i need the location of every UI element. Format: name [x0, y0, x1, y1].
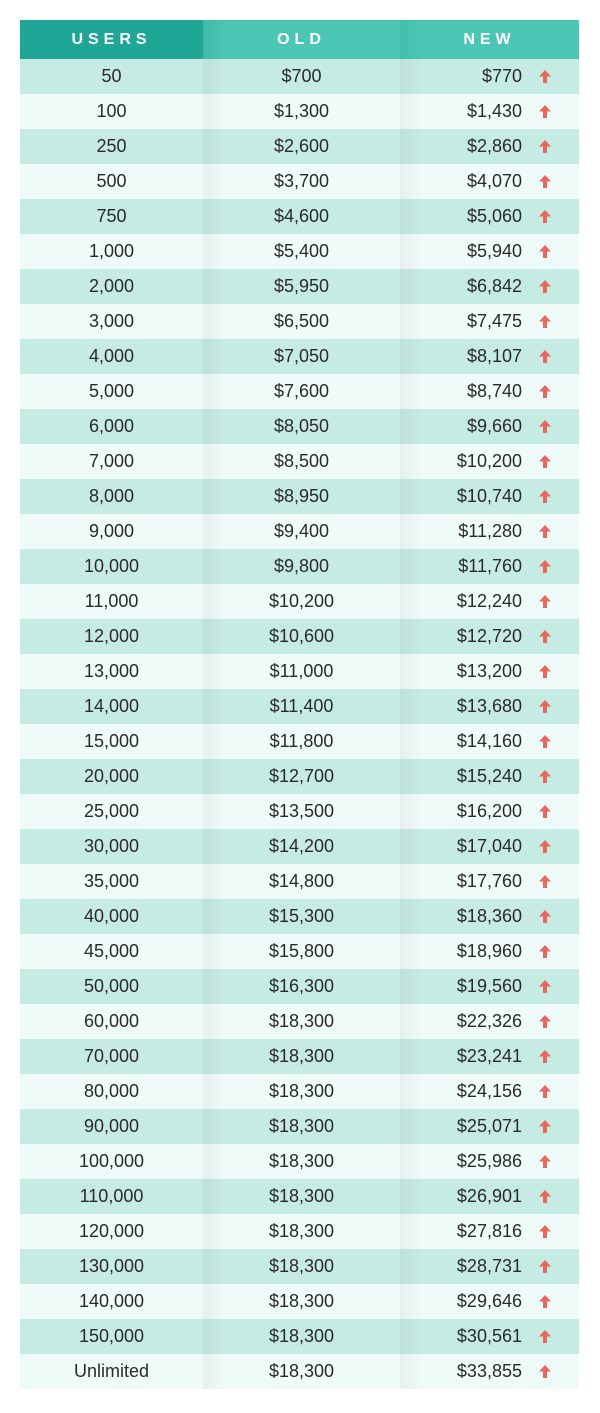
new-price-cell [400, 129, 579, 164]
new-price-value: $27,816 [456, 1221, 522, 1241]
table-row [20, 304, 579, 339]
old-price-cell: $18,300 [203, 1214, 400, 1249]
table-row [20, 129, 579, 164]
table-row [20, 1004, 579, 1039]
old-price-cell: $9,800 [203, 549, 400, 584]
old-price-cell: $5,950 [203, 269, 400, 304]
users-cell: 110,000 [79, 1186, 144, 1206]
users-cell: 70,000 [83, 1046, 140, 1066]
new-price-cell [400, 1109, 579, 1144]
table-row [20, 1179, 579, 1214]
arrow-up-icon [539, 630, 551, 643]
table-row [20, 339, 579, 374]
old-price-cell: $8,050 [203, 409, 400, 444]
arrow-up-icon [539, 910, 551, 923]
table-row [20, 59, 579, 94]
old-price-cell: $10,200 [203, 584, 400, 619]
new-price-value: $7,475 [466, 311, 522, 331]
users-cell: 2,000 [88, 276, 135, 296]
new-price-cell [400, 59, 579, 94]
table-row [20, 899, 579, 934]
table-row [20, 724, 579, 759]
new-price-cell [400, 514, 579, 549]
arrow-up-icon [539, 560, 551, 573]
new-price-value: $2,860 [466, 136, 522, 156]
new-price-value: $8,107 [466, 346, 522, 366]
arrow-up-icon [539, 1120, 551, 1133]
new-price-value: $10,200 [456, 451, 522, 471]
users-cell: 14,000 [83, 696, 140, 716]
arrow-up-icon [539, 1155, 551, 1168]
old-price-cell: $6,500 [203, 304, 400, 339]
new-price-value: $11,760 [458, 556, 522, 576]
new-price-value: $16,200 [456, 801, 522, 821]
arrow-up-icon [539, 840, 551, 853]
table-row [20, 1074, 579, 1109]
arrow-up-icon [539, 350, 551, 363]
arrow-up-icon [539, 875, 551, 888]
arrow-up-icon [539, 245, 551, 258]
users-cell: 35,000 [83, 871, 140, 891]
users-cell: 15,000 [83, 731, 140, 751]
new-price-cell [400, 1179, 579, 1214]
table-row [20, 374, 579, 409]
table-row [20, 1109, 579, 1144]
old-price-cell: $8,950 [203, 479, 400, 514]
table-row [20, 794, 579, 829]
new-price-cell [400, 899, 579, 934]
arrow-up-icon [539, 1225, 551, 1238]
arrow-up-icon [539, 280, 551, 293]
table-row [20, 654, 579, 689]
new-price-cell [400, 724, 579, 759]
arrow-up-icon [539, 1295, 551, 1308]
table-row [20, 479, 579, 514]
new-price-cell [400, 339, 579, 374]
header-old: OLD [203, 20, 400, 59]
new-price-cell [400, 1284, 579, 1319]
table-row [20, 549, 579, 584]
table-row [20, 1284, 579, 1319]
users-cell: 100,000 [78, 1151, 145, 1171]
new-price-cell [400, 1214, 579, 1249]
new-price-cell [400, 1319, 579, 1354]
table-row [20, 1319, 579, 1354]
old-price-cell: $18,300 [203, 1109, 400, 1144]
users-cell: 30,000 [83, 836, 140, 856]
new-price-cell [400, 1354, 579, 1389]
new-price-value: $9,660 [466, 416, 522, 436]
arrow-up-icon [539, 735, 551, 748]
users-cell: 5,000 [88, 381, 135, 401]
old-price-cell: $4,600 [203, 199, 400, 234]
users-cell: 40,000 [83, 906, 140, 926]
new-price-value: $25,986 [456, 1151, 522, 1171]
new-price-cell [400, 1004, 579, 1039]
table-row [20, 199, 579, 234]
arrow-up-icon [539, 1260, 551, 1273]
new-price-cell [400, 444, 579, 479]
users-cell: 50 [101, 66, 122, 86]
users-cell: 140,000 [78, 1291, 145, 1311]
new-price-value: $15,240 [456, 766, 522, 786]
users-cell: 11,000 [84, 591, 139, 611]
arrow-up-icon [539, 1015, 551, 1028]
users-cell: 13,000 [83, 661, 140, 681]
users-cell: 8,000 [88, 486, 135, 506]
new-price-cell [400, 1144, 579, 1179]
new-price-cell [400, 1249, 579, 1284]
arrow-up-icon [539, 1050, 551, 1063]
users-cell: 750 [96, 206, 127, 226]
table-row [20, 269, 579, 304]
new-price-value: $12,240 [456, 591, 522, 611]
header-users: USERS [20, 20, 203, 59]
arrow-up-icon [539, 140, 551, 153]
arrow-up-icon [539, 665, 551, 678]
new-price-cell [400, 164, 579, 199]
old-price-cell: $13,500 [203, 794, 400, 829]
old-price-cell: $18,300 [203, 1074, 400, 1109]
new-price-value: $22,326 [456, 1011, 522, 1031]
old-price-cell: $14,800 [203, 864, 400, 899]
old-price-cell: $18,300 [203, 1179, 400, 1214]
users-cell: 100 [96, 101, 127, 121]
arrow-up-icon [539, 210, 551, 223]
header-new: NEW [400, 20, 579, 59]
old-price-cell: $10,600 [203, 619, 400, 654]
table-row [20, 829, 579, 864]
new-price-cell [400, 374, 579, 409]
arrow-up-icon [539, 175, 551, 188]
pricing-table [20, 20, 579, 1389]
new-price-cell [400, 199, 579, 234]
users-cell: Unlimited [73, 1361, 150, 1381]
table-row [20, 584, 579, 619]
table-row [20, 689, 579, 724]
table-row [20, 619, 579, 654]
new-price-value: $24,156 [456, 1081, 522, 1101]
arrow-up-icon [539, 70, 551, 83]
users-cell: 25,000 [83, 801, 140, 821]
old-price-cell: $18,300 [203, 1319, 400, 1354]
new-price-value: $13,680 [456, 696, 522, 716]
new-price-value: $12,720 [456, 626, 522, 646]
users-cell: 50,000 [83, 976, 140, 996]
users-cell: 3,000 [88, 311, 135, 331]
users-cell: 7,000 [88, 451, 135, 471]
new-price-value: $29,646 [456, 1291, 522, 1311]
new-price-value: $18,360 [456, 906, 522, 926]
table-row [20, 1039, 579, 1074]
table-row [20, 1214, 579, 1249]
users-cell: 90,000 [83, 1116, 140, 1136]
users-cell: 4,000 [88, 346, 135, 366]
new-price-value: $30,561 [456, 1326, 522, 1346]
users-cell: 130,000 [78, 1256, 145, 1276]
arrow-up-icon [539, 980, 551, 993]
table-row [20, 969, 579, 1004]
arrow-up-icon [539, 385, 551, 398]
new-price-value: $26,901 [456, 1186, 522, 1206]
new-price-cell [400, 969, 579, 1004]
users-cell: 60,000 [83, 1011, 140, 1031]
table-row [20, 164, 579, 199]
arrow-up-icon [539, 315, 551, 328]
arrow-up-icon [539, 525, 551, 538]
new-price-cell [400, 549, 579, 584]
old-price-cell: $2,600 [203, 129, 400, 164]
arrow-up-icon [539, 1190, 551, 1203]
arrow-up-icon [539, 420, 551, 433]
new-price-cell [400, 479, 579, 514]
old-price-cell: $15,800 [203, 934, 400, 969]
table-row [20, 444, 579, 479]
new-price-cell [400, 619, 579, 654]
new-price-cell [400, 269, 579, 304]
old-price-cell: $11,000 [203, 654, 400, 689]
new-price-cell [400, 829, 579, 864]
arrow-up-icon [539, 595, 551, 608]
arrow-up-icon [539, 105, 551, 118]
old-price-cell: $14,200 [203, 829, 400, 864]
users-cell: 1,000 [88, 241, 135, 261]
old-price-cell: $7,600 [203, 374, 400, 409]
new-price-value: $18,960 [456, 941, 522, 961]
new-price-cell [400, 1074, 579, 1109]
new-price-cell [400, 94, 579, 129]
arrow-up-icon [539, 455, 551, 468]
users-cell: 150,000 [78, 1326, 145, 1346]
new-price-value: $13,200 [456, 661, 522, 681]
old-price-cell: $18,300 [203, 1039, 400, 1074]
new-price-cell [400, 584, 579, 619]
old-price-cell: $1,300 [203, 94, 400, 129]
users-cell: 20,000 [83, 766, 140, 786]
old-price-cell: $12,700 [203, 759, 400, 794]
arrow-up-icon [539, 805, 551, 818]
arrow-up-icon [539, 700, 551, 713]
new-price-cell [400, 689, 579, 724]
table-row [20, 759, 579, 794]
old-price-cell: $18,300 [203, 1004, 400, 1039]
users-cell: 500 [96, 171, 127, 191]
new-price-value: $14,160 [456, 731, 522, 751]
arrow-up-icon [539, 770, 551, 783]
new-price-value: $8,740 [466, 381, 522, 401]
table-header [20, 20, 579, 59]
old-price-cell: $700 [203, 59, 400, 94]
new-price-cell [400, 934, 579, 969]
new-price-cell [400, 794, 579, 829]
table-row [20, 934, 579, 969]
users-cell: 10,000 [83, 556, 140, 576]
arrow-up-icon [539, 1365, 551, 1378]
old-price-cell: $11,800 [203, 724, 400, 759]
users-cell: 6,000 [88, 416, 135, 436]
new-price-value: $11,280 [458, 521, 522, 541]
old-price-cell: $9,400 [203, 514, 400, 549]
old-price-cell: $18,300 [203, 1249, 400, 1284]
new-price-cell [400, 654, 579, 689]
arrow-up-icon [539, 945, 551, 958]
old-price-cell: $18,300 [203, 1284, 400, 1319]
new-price-cell [400, 759, 579, 794]
new-price-cell [400, 864, 579, 899]
new-price-value: $23,241 [456, 1046, 522, 1066]
users-cell: 45,000 [83, 941, 140, 961]
arrow-up-icon [539, 490, 551, 503]
new-price-value: $17,760 [456, 871, 522, 891]
new-price-cell [400, 304, 579, 339]
new-price-value: $17,040 [456, 836, 522, 856]
new-price-value: $10,740 [456, 486, 522, 506]
new-price-value: $6,842 [466, 276, 522, 296]
new-price-value: $33,855 [456, 1361, 522, 1381]
old-price-cell: $3,700 [203, 164, 400, 199]
table-row [20, 409, 579, 444]
users-cell: 250 [96, 136, 127, 156]
table-row [20, 1249, 579, 1284]
old-price-cell: $5,400 [203, 234, 400, 269]
old-price-cell: $7,050 [203, 339, 400, 374]
old-price-cell: $15,300 [203, 899, 400, 934]
new-price-cell [400, 1039, 579, 1074]
new-price-value: $28,731 [456, 1256, 522, 1276]
old-price-cell: $8,500 [203, 444, 400, 479]
old-price-cell: $16,300 [203, 969, 400, 1004]
old-price-cell: $11,400 [203, 689, 400, 724]
table-row [20, 94, 579, 129]
new-price-cell [400, 234, 579, 269]
users-cell: 80,000 [83, 1081, 140, 1101]
new-price-value: $4,070 [466, 171, 522, 191]
table-row [20, 514, 579, 549]
table-row [20, 864, 579, 899]
old-price-cell: $18,300 [203, 1144, 400, 1179]
table-row [20, 234, 579, 269]
users-cell: 12,000 [83, 626, 140, 646]
new-price-value: $770 [481, 66, 522, 86]
table-row [20, 1144, 579, 1179]
table-row [20, 1354, 579, 1389]
new-price-value: $19,560 [456, 976, 522, 996]
new-price-cell [400, 409, 579, 444]
users-cell: 120,000 [78, 1221, 145, 1241]
arrow-up-icon [539, 1330, 551, 1343]
new-price-value: $25,071 [456, 1116, 522, 1136]
table-body [20, 59, 579, 1389]
arrow-up-icon [539, 1085, 551, 1098]
new-price-value: $1,430 [466, 101, 522, 121]
new-price-value: $5,060 [466, 206, 522, 226]
old-price-cell: $18,300 [203, 1354, 400, 1389]
new-price-value: $5,940 [466, 241, 522, 261]
users-cell: 9,000 [88, 521, 135, 541]
